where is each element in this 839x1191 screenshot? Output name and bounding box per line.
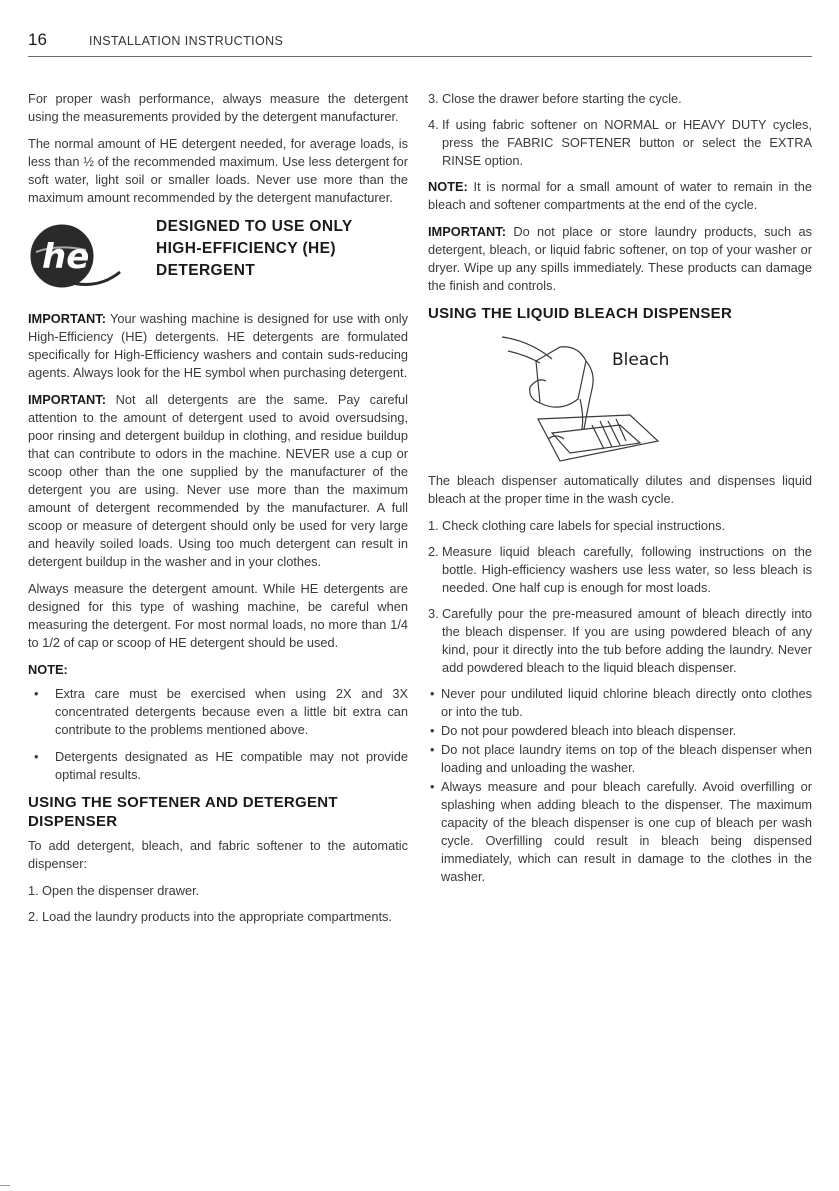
he-banner-line-1: DESIGNED TO USE ONLY xyxy=(156,218,353,235)
list-item: 3. Close the drawer before starting the cycle. xyxy=(428,91,682,106)
list-item: 3. Carefully pour the pre-measured amount of bleach directly into the bleach dispenser. If you are using powdered bleach of any kind, pour it directly into the tub before adding the laundry. Never add powdered bleach to the liquid bleach dispenser. xyxy=(428,606,812,675)
important-label: IMPORTANT: xyxy=(28,392,106,407)
he-banner-line-3: DETERGENT xyxy=(156,262,256,279)
list-item: • Do not pour powdered bleach into bleach dispenser. xyxy=(428,722,812,740)
list-item: • Extra care must be exercised when using 2X and 3X concentrated detergents because even a little bit extra can contribute to the problems mentioned above. xyxy=(28,685,408,739)
bleach-dispenser-heading: USING THE LIQUID BLEACH DISPENSER xyxy=(428,305,733,322)
he-banner-line-2: HIGH-EFFICIENCY (HE) xyxy=(156,240,336,257)
bleach-intro-paragraph: The bleach dispenser automatically dilutes and dispenses liquid bleach at the proper time in the wash cycle. xyxy=(428,473,812,506)
list-item: 2. Load the laundry products into the appropriate compartments. xyxy=(28,909,392,924)
svg-text:he: he xyxy=(42,237,90,277)
softener-dispenser-heading: USING THE SOFTENER AND DETERGENT DISPENSER xyxy=(28,794,338,830)
list-item: 4. If using fabric softener on NORMAL or HEAVY DUTY cycles, press the FABRIC SOFTENER button or select the EXTRA RINSE option. xyxy=(428,117,812,168)
softener-steps-left xyxy=(28,882,408,926)
always-measure-paragraph: Always measure the detergent amount. While HE detergents are designed for this type of washing machine, be careful when measuring the detergent. For most normal loads, no more than 1/4 to 1/2 of cap or scoop of HE detergent should be used. xyxy=(28,581,408,650)
important-detergents-paragraph xyxy=(28,391,408,571)
softener-steps-right xyxy=(428,90,812,170)
important-he-text: Your washing machine is designed for use with only High-Efficiency (HE) detergents. HE detergents are formulated specifically for High-Efficiency washers and contain suds-reducing agents. Always look for the HE symbol when purchasing detergent. xyxy=(28,311,408,380)
he-detergent-banner xyxy=(28,216,408,298)
list-item: 1. Check clothing care labels for special instructions. xyxy=(428,518,726,533)
bleach-figure xyxy=(428,329,812,464)
page-number: 16 xyxy=(28,30,47,49)
important-label: IMPORTANT: xyxy=(28,311,106,326)
section-title: INSTALLATION INSTRUCTIONS xyxy=(89,34,284,48)
softener-intro-paragraph: To add detergent, bleach, and fabric softener to the automatic dispenser: xyxy=(28,838,408,871)
left-column xyxy=(28,90,408,934)
important-storage-paragraph: IMPORTANT: Do not place or store laundry products, such as detergent, bleach, or liquid fabric softener, on top of your washer or dryer. Wipe up any spills immediately. These products can damage the finish and controls. xyxy=(428,224,812,293)
list-item: • Never pour undiluted liquid chlorine bleach directly onto clothes or into the tub. xyxy=(428,685,812,721)
right-column xyxy=(428,90,812,887)
list-item: 2. Measure liquid bleach carefully, following instructions on the bottle. High-efficiency washers use less water, so less bleach is needed. One half cup is enough for most loads. xyxy=(428,544,812,595)
note-heading: NOTE: xyxy=(28,662,68,677)
he-banner-text xyxy=(156,216,353,282)
list-item: • Do not place laundry items on top of the bleach dispenser when loading and unloading the washer. xyxy=(428,741,812,777)
bleach-bullets xyxy=(428,685,812,886)
list-item: • Always measure and pour bleach carefully. Avoid overfilling or splashing when adding bleach to the dispenser. The maximum capacity of the bleach dispenser is one cup of bleach per wash cycle. Overfilling could result in bleach being dispensed immediately, which can result in damage to the clothes in the washer. xyxy=(428,778,812,886)
measure-paragraph: For proper wash performance, always measure the detergent using the measurements provided by the detergent manufacturer. xyxy=(28,91,408,124)
he-logo-icon xyxy=(28,220,148,292)
bleach-label: Bleach xyxy=(612,350,670,370)
important-label: IMPORTANT: xyxy=(428,224,506,239)
note-list xyxy=(28,685,408,784)
important-detergents-text: Not all detergents are the same. Pay careful attention to the amount of detergent used to avoid oversudsing, poor rinsing and detergent buildup in clothing, and residue buildup that can contribute to odors in the machine. NEVER use a cup or scoop other than the one supplied by the manufacturer of the detergent you are using. Never use more than the maximum amount of detergent recommended by the manufacturer. A full scoop or measure of detergent should only be used for very large and heavily soiled loads. Using too much detergent can result in detergent buildup in the washer and in your clothes. xyxy=(28,392,408,569)
bleach-steps xyxy=(428,517,812,677)
list-item: • Detergents designated as HE compatible may not provide optimal results. xyxy=(28,748,408,784)
normal-amount-paragraph: The normal amount of HE detergent needed, for average loads, is less than ½ of the recommended maximum. Use less detergent for soft water, light soil or smaller loads. Never use more than the maximum amount recommended by the detergent manufacturer. xyxy=(28,136,408,205)
important-he-paragraph xyxy=(28,310,408,382)
edge-mark xyxy=(0,1185,10,1186)
page-header xyxy=(28,30,812,57)
note-label: NOTE: xyxy=(428,179,468,194)
note-paragraph: NOTE: It is normal for a small amount of water to remain in the bleach and softener compartments at the end of the cycle. xyxy=(428,179,812,212)
list-item: 1. Open the dispenser drawer. xyxy=(28,883,200,898)
